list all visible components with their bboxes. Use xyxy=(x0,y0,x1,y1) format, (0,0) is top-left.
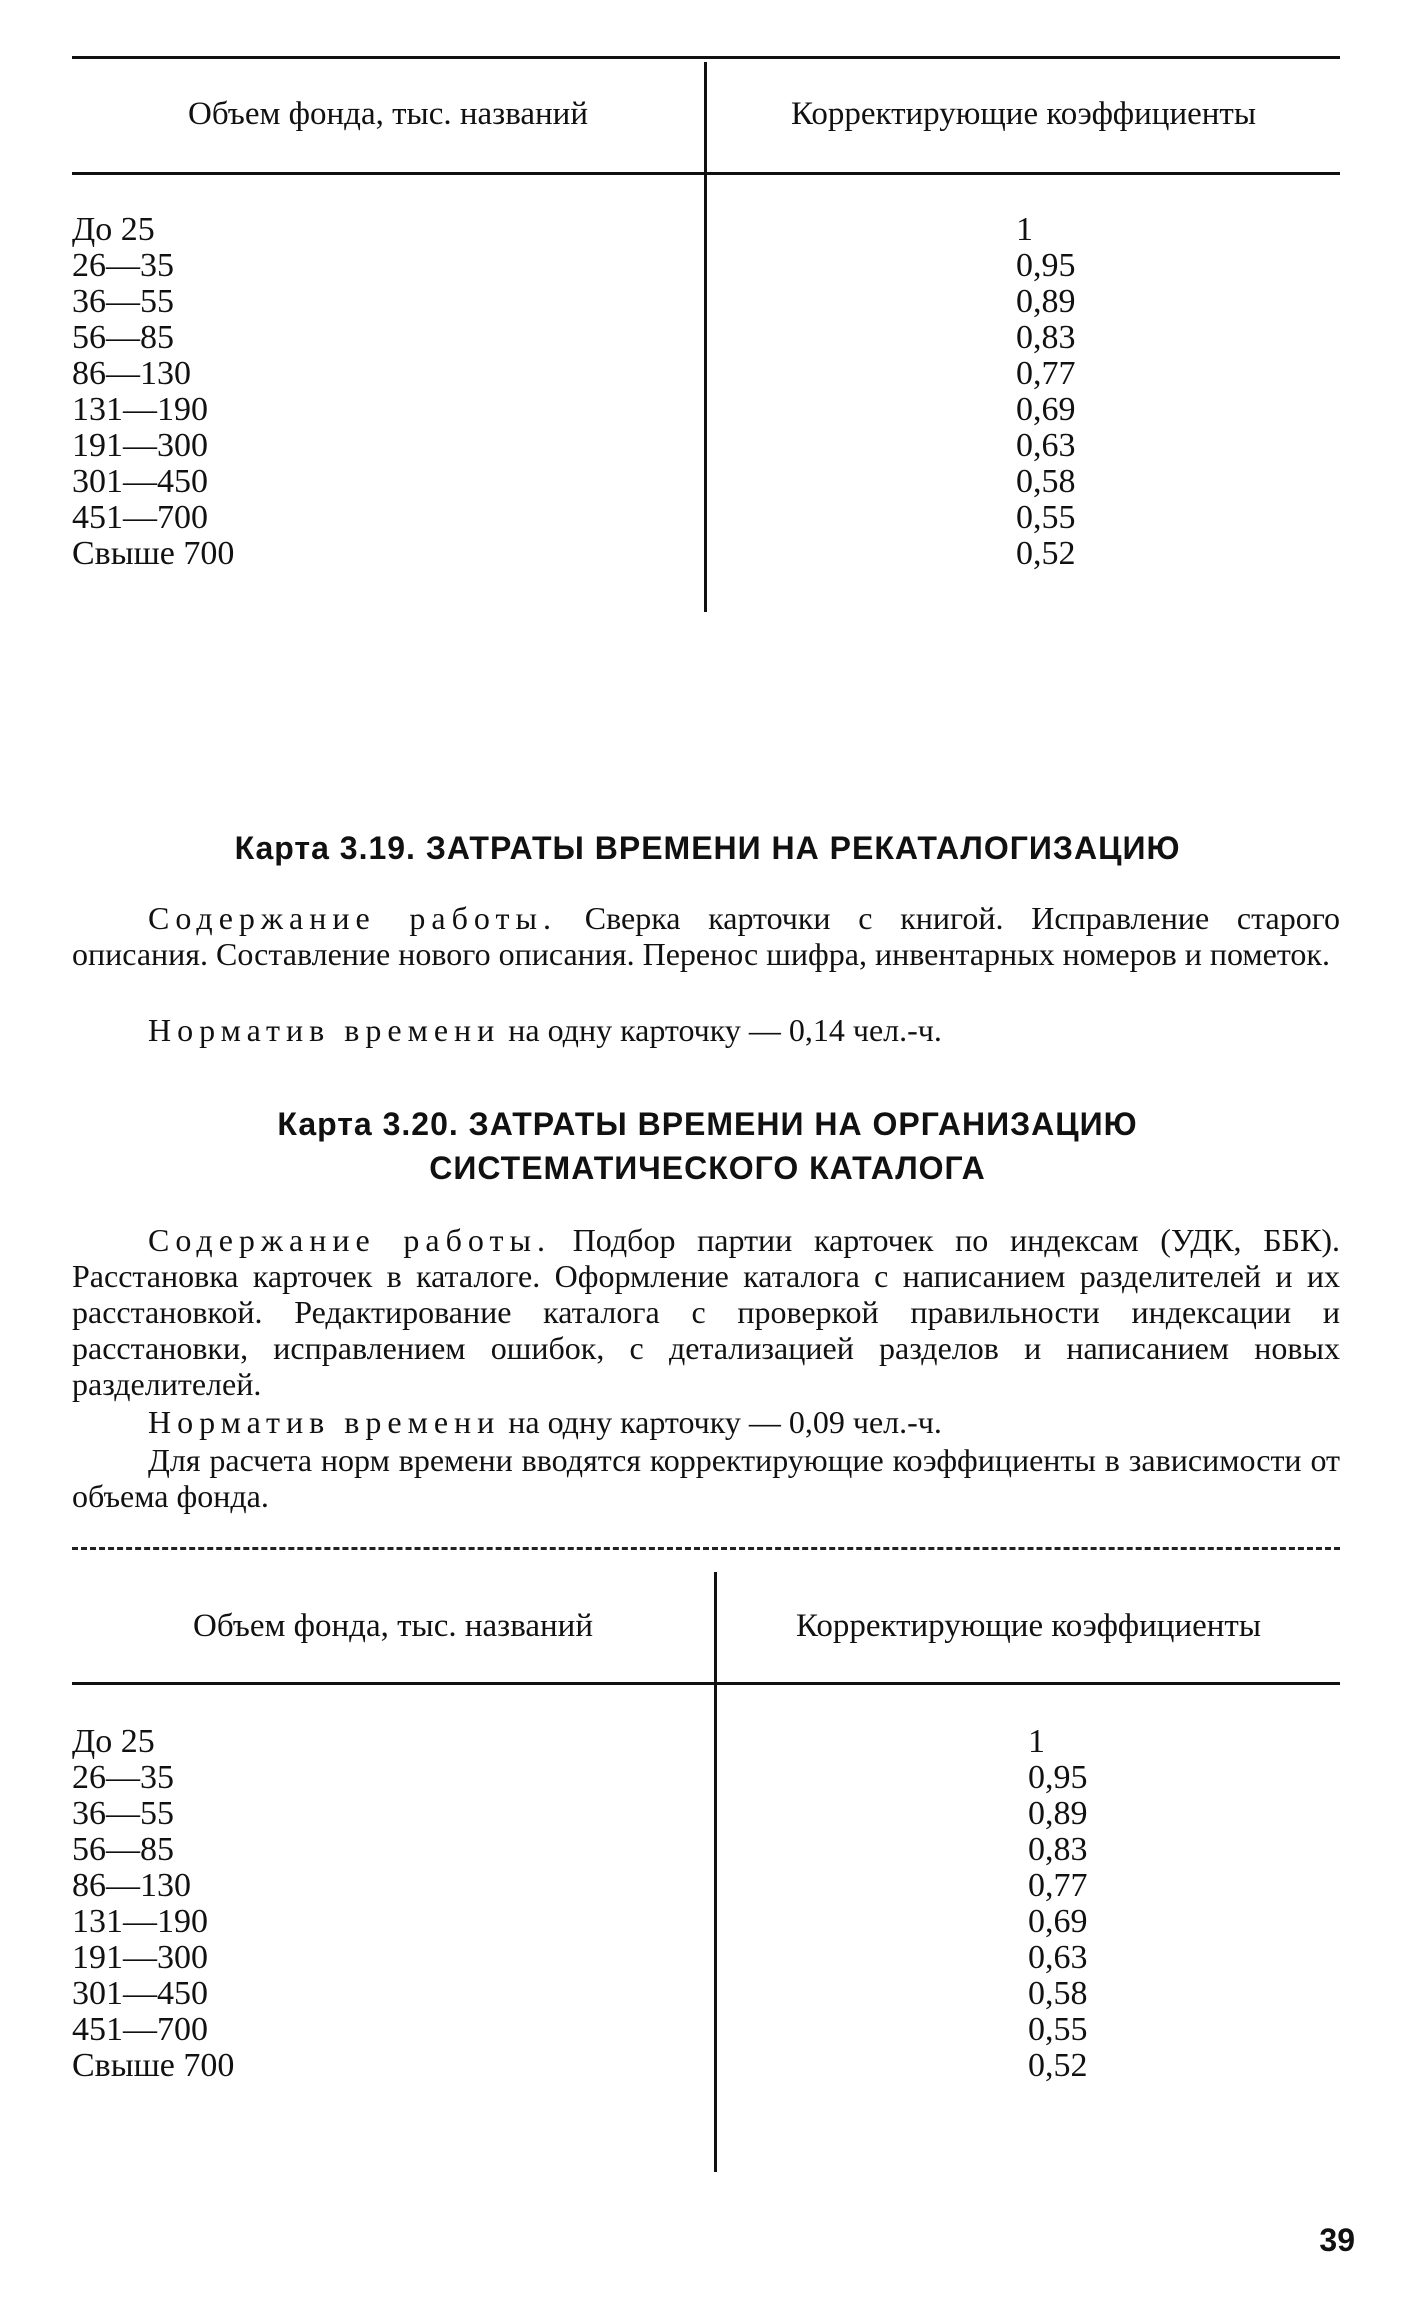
card-3-19-norm-text: на одну карточку — 0,14 чел.-ч. xyxy=(508,1012,942,1048)
table-1-header-volume: Объем фонда, тыс. названий xyxy=(188,96,588,132)
table1-volume-cell: 26—35 xyxy=(72,247,174,284)
card-3-20-norm xyxy=(72,1404,1340,1440)
table-2-header-rule xyxy=(72,1682,1340,1685)
card-3-20-norm-lead: Норматив времени xyxy=(148,1404,501,1440)
table1-volume-cell: 56—85 xyxy=(72,319,174,356)
table-1-volume-column xyxy=(72,212,234,572)
table-1-header-coefficients: Корректирующие коэффициенты xyxy=(790,96,1257,132)
card-3-20-content xyxy=(72,1222,1340,1402)
table1-coef-cell: 0,58 xyxy=(1016,463,1076,500)
table2-coef-cell: 0,89 xyxy=(1028,1795,1088,1832)
table2-volume-cell: До 25 xyxy=(72,1723,155,1760)
table-1-coefficient-column xyxy=(1016,212,1076,572)
card-3-20-title-line1: Карта 3.20. ЗАТРАТЫ ВРЕМЕНИ НА ОРГАНИЗАЦИЮ xyxy=(277,1106,1138,1142)
table1-coef-cell: 1 xyxy=(1016,211,1033,248)
table-2-header-coefficients: Корректирующие коэффициенты xyxy=(795,1608,1262,1644)
table-2-coefficient-column xyxy=(1028,1724,1088,2084)
table2-coef-cell: 0,63 xyxy=(1028,1939,1088,1976)
table2-coef-cell: 0,52 xyxy=(1028,2047,1088,2084)
card-3-19-content-text: Сверка карточки с книгой. Исправление старого описания. Составление нового описания. Перенос шифра, инвентарных номеров и пометок. xyxy=(72,900,1341,972)
card-3-19-content xyxy=(72,900,1340,972)
table2-volume-cell: 301—450 xyxy=(72,1975,208,2012)
table-2-header-volume: Объем фонда, тыс. названий xyxy=(193,1608,593,1644)
table1-volume-cell: До 25 xyxy=(72,211,155,248)
table2-coef-cell: 0,95 xyxy=(1028,1759,1088,1796)
table1-volume-cell: 301—450 xyxy=(72,463,208,500)
table-2-column-divider xyxy=(714,1572,717,2172)
table-1 xyxy=(72,56,1340,616)
table1-volume-cell: 451—700 xyxy=(72,499,208,536)
card-3-19-content-lead: Содержание работы. xyxy=(148,900,557,936)
table1-coef-cell: 0,55 xyxy=(1016,499,1076,536)
table2-coef-cell: 0,83 xyxy=(1028,1831,1088,1868)
table1-coef-cell: 0,69 xyxy=(1016,391,1076,428)
table1-coef-cell: 0,52 xyxy=(1016,535,1076,572)
table1-coef-cell: 0,77 xyxy=(1016,355,1076,392)
table2-coef-cell: 1 xyxy=(1028,1723,1045,1760)
table-1-top-rule xyxy=(72,56,1340,59)
table2-coef-cell: 0,69 xyxy=(1028,1903,1088,1940)
table1-coef-cell: 0,63 xyxy=(1016,427,1076,464)
table2-volume-cell: 26—35 xyxy=(72,1759,174,1796)
card-3-19-title: Карта 3.19. ЗАТРАТЫ ВРЕМЕНИ НА РЕКАТАЛОГИЗАЦИЮ xyxy=(234,830,1181,866)
table1-coef-cell: 0,89 xyxy=(1016,283,1076,320)
table-2 xyxy=(72,1552,1340,2192)
table2-volume-cell: 56—85 xyxy=(72,1831,174,1868)
table2-coef-cell: 0,55 xyxy=(1028,2011,1088,2048)
table2-volume-cell: 191—300 xyxy=(72,1939,208,1976)
table2-volume-cell: Свыше 700 xyxy=(72,2047,235,2084)
table-1-column-divider xyxy=(704,62,707,612)
card-3-20-content-text: Подбор партии карточек по индексам (УДК, ББК). Расстановка карточек в каталоге. Оформление каталога с написанием разделителей и их расстановкой. Редактирование каталога с проверкой правильности индексации и расстановки, исправлением ошибок, с детализацией разделов и написанием новых разделителей. xyxy=(72,1222,1341,1402)
table1-volume-cell: 36—55 xyxy=(72,283,174,320)
table2-coef-cell: 0,77 xyxy=(1028,1867,1088,1904)
card-3-20-note: Для расчета норм времени вводятся корректирующие коэффициенты в зависимости от объема фонда. xyxy=(72,1442,1340,1514)
table1-coef-cell: 0,95 xyxy=(1016,247,1076,284)
table-2-volume-column xyxy=(72,1724,234,2084)
table2-volume-cell: 86—130 xyxy=(72,1867,191,1904)
card-3-20-content-lead: Содержание работы. xyxy=(148,1222,551,1258)
card-3-19-norm-lead: Норматив времени xyxy=(148,1012,501,1048)
table2-volume-cell: 451—700 xyxy=(72,2011,208,2048)
table1-coef-cell: 0,83 xyxy=(1016,319,1076,356)
table2-volume-cell: 36—55 xyxy=(72,1795,174,1832)
card-3-20-title-line2: СИСТЕМАТИЧЕСКОГО КАТАЛОГА xyxy=(429,1150,986,1186)
table1-volume-cell: 86—130 xyxy=(72,355,191,392)
table2-coef-cell: 0,58 xyxy=(1028,1975,1088,2012)
table2-volume-cell: 131—190 xyxy=(72,1903,208,1940)
section-separator xyxy=(72,1547,1340,1550)
card-3-19-norm xyxy=(72,1012,1340,1048)
table1-volume-cell: 191—300 xyxy=(72,427,208,464)
table-1-header-rule xyxy=(72,172,1340,175)
table1-volume-cell: 131—190 xyxy=(72,391,208,428)
page-number: 39 xyxy=(1319,2222,1355,2258)
card-3-20-norm-text: на одну карточку — 0,09 чел.-ч. xyxy=(508,1404,942,1440)
table1-volume-cell: Свыше 700 xyxy=(72,535,235,572)
